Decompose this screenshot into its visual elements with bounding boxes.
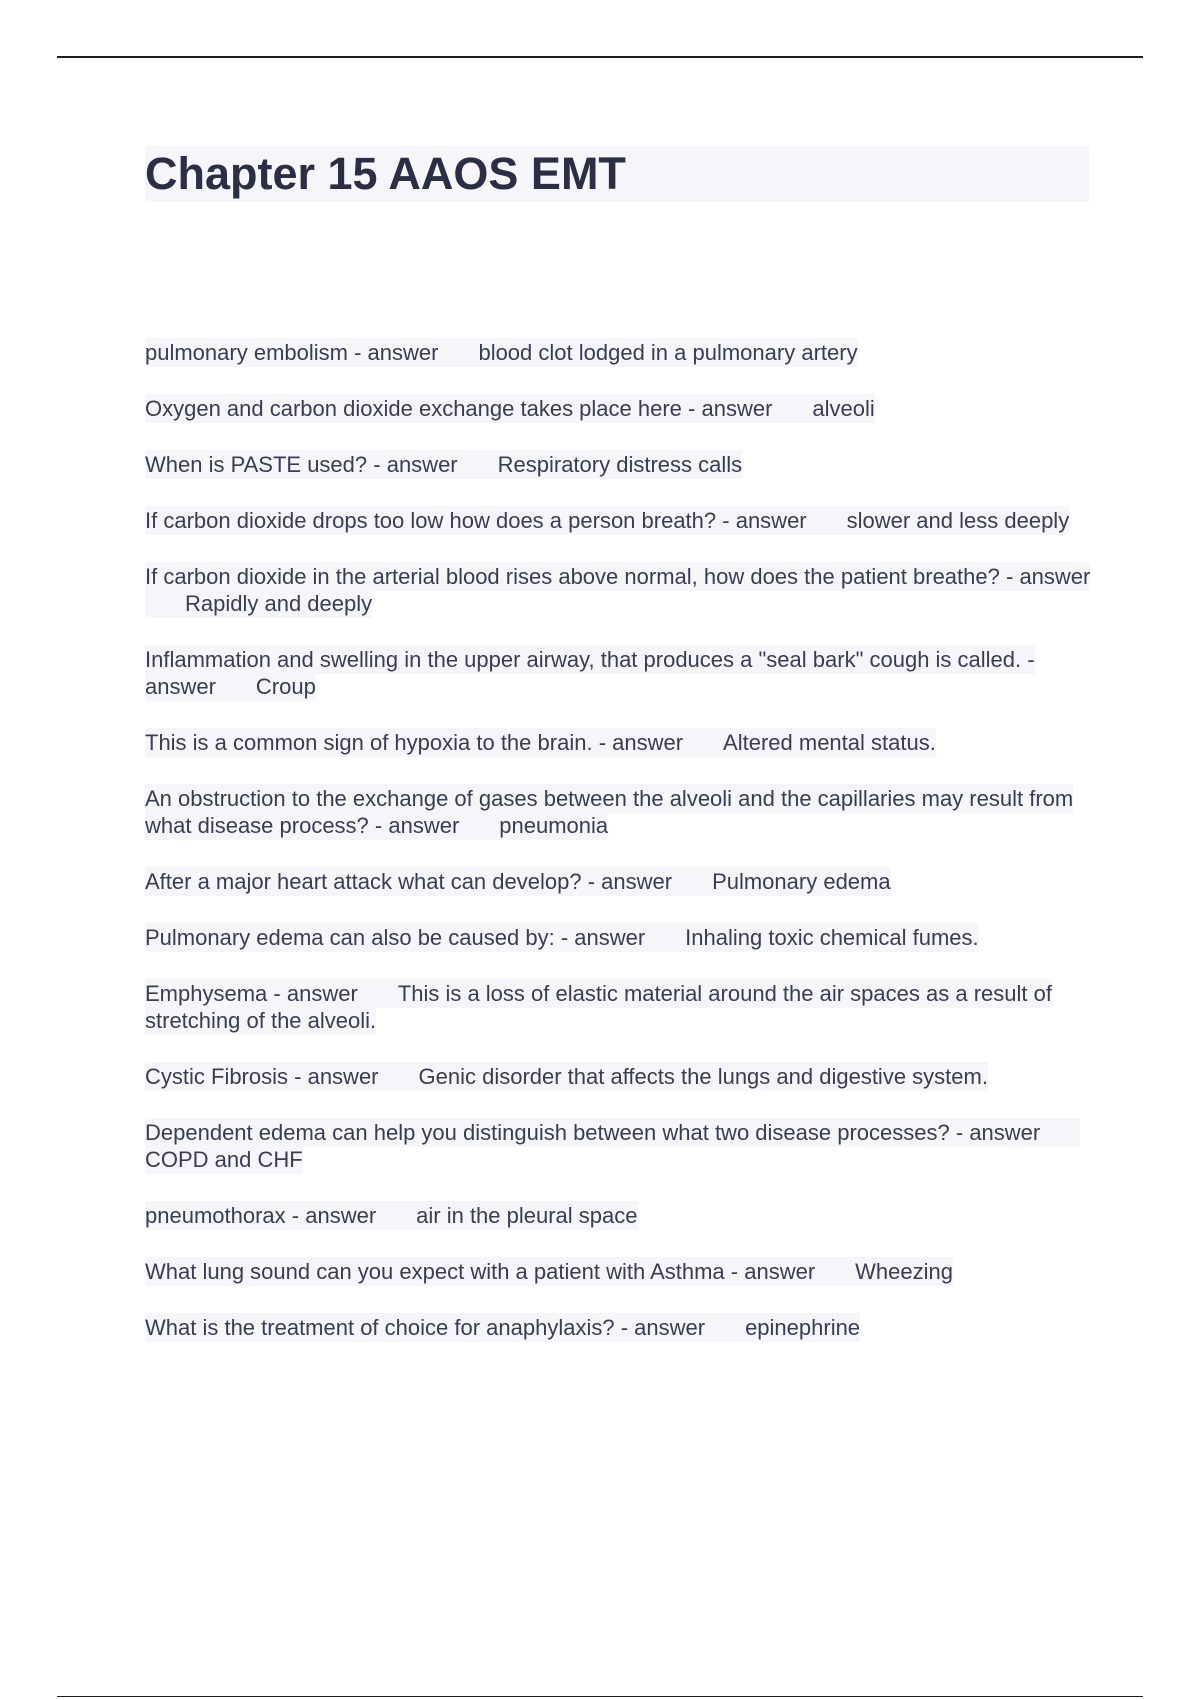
question-text: Cystic Fibrosis: [145, 1064, 289, 1089]
answer-text: pneumonia: [499, 813, 609, 838]
qa-item: [145, 980, 1095, 1034]
answer-separator: - answer: [273, 981, 358, 1006]
qa-line: [145, 645, 1035, 701]
qa-item: [145, 1314, 1095, 1341]
answer-text: Altered mental status.: [723, 730, 936, 755]
qa-line: [145, 1118, 1080, 1174]
question-text: Emphysema: [145, 981, 268, 1006]
top-rule: [57, 56, 1143, 58]
qa-line: [145, 923, 979, 952]
answer-text: Wheezing: [855, 1259, 953, 1284]
answer-text: Inhaling toxic chemical fumes.: [685, 925, 979, 950]
answer-text: Genic disorder that affects the lungs and digestive system.: [418, 1064, 988, 1089]
qa-item: [145, 785, 1095, 839]
qa-line: [145, 450, 742, 479]
qa-line: [145, 979, 1052, 1035]
question-text: Oxygen and carbon dioxide exchange takes place here: [145, 396, 682, 421]
qa-item: [145, 1063, 1095, 1090]
answer-text: Pulmonary edema: [712, 869, 891, 894]
qa-line: [145, 394, 875, 423]
question-text: pulmonary embolism: [145, 340, 348, 365]
answer-separator: - answer: [560, 925, 646, 950]
answer-text: slower and less deeply: [846, 508, 1070, 533]
qa-item: [145, 451, 1095, 478]
answer-separator: - answer: [294, 1064, 379, 1089]
qa-list: [145, 339, 1095, 1370]
answer-separator: - answer: [374, 813, 460, 838]
answer-text: Rapidly and deeply: [185, 591, 373, 616]
answer-separator: - answer: [354, 340, 439, 365]
answer-text: This is a loss of elastic material around the air spaces as a result of stretching of the alveoli.: [145, 981, 1052, 1033]
qa-item: [145, 563, 1095, 617]
answer-separator: - answer: [145, 647, 1035, 699]
qa-item: [145, 729, 1095, 756]
qa-line: [145, 867, 891, 896]
qa-line: [145, 1201, 638, 1230]
qa-line: [145, 1257, 953, 1286]
answer-text: Croup: [255, 674, 316, 699]
qa-line: [145, 338, 858, 367]
qa-item: [145, 1202, 1095, 1229]
qa-item: [145, 924, 1095, 951]
question-text: If carbon dioxide in the arterial blood rises above normal, how does the patient breathe?: [145, 564, 1000, 589]
question-text: When is PASTE used?: [145, 452, 368, 477]
question-text: What is the treatment of choice for anaphylaxis?: [145, 1315, 615, 1340]
qa-item: [145, 868, 1095, 895]
answer-text: epinephrine: [745, 1315, 861, 1340]
qa-item: [145, 646, 1095, 700]
answer-separator: - answer: [620, 1315, 706, 1340]
qa-line: [145, 506, 1069, 535]
qa-item: [145, 395, 1095, 422]
question-text: Pulmonary edema can also be caused by:: [145, 925, 555, 950]
question-text: This is a common sign of hypoxia to the brain.: [145, 730, 593, 755]
answer-separator: - answer: [1006, 564, 1091, 589]
answer-text: air in the pleural space: [416, 1203, 638, 1228]
question-text: What lung sound can you expect with a patient with Asthma: [145, 1259, 725, 1284]
answer-separator: - answer: [598, 730, 684, 755]
question-text: An obstruction to the exchange of gases between the alveoli and the capillaries may result from what disease process?: [145, 786, 1074, 838]
qa-line: [145, 784, 1073, 840]
page-title: Chapter 15 AAOS EMT: [145, 148, 626, 199]
bottom-rule: [57, 1696, 1143, 1697]
answer-separator: - answer: [587, 869, 673, 894]
answer-text: blood clot lodged in a pulmonary artery: [478, 340, 858, 365]
answer-text: alveoli: [812, 396, 875, 421]
answer-separator: - answer: [688, 396, 773, 421]
question-text: After a major heart attack what can develop?: [145, 869, 582, 894]
qa-line: [145, 562, 1090, 618]
answer-separator: - answer: [722, 508, 807, 533]
question-text: pneumothorax: [145, 1203, 286, 1228]
answer-separator: - answer: [955, 1120, 1041, 1145]
qa-line: [145, 1313, 860, 1342]
qa-item: [145, 339, 1095, 366]
qa-item: [145, 1119, 1095, 1173]
qa-line: [145, 1062, 988, 1091]
qa-line: [145, 728, 936, 757]
question-text: Dependent edema can help you distinguish between what two disease processes?: [145, 1120, 950, 1145]
qa-item: [145, 1258, 1095, 1285]
answer-separator: - answer: [291, 1203, 377, 1228]
answer-text: COPD and CHF: [145, 1147, 303, 1172]
answer-separator: - answer: [373, 452, 458, 477]
question-text: Inflammation and swelling in the upper airway, that produces a "seal bark" cough is called.: [145, 647, 1022, 672]
question-text: If carbon dioxide drops too low how does a person breath?: [145, 508, 717, 533]
answer-text: Respiratory distress calls: [497, 452, 743, 477]
title-banner: [145, 146, 1089, 202]
answer-separator: - answer: [730, 1259, 816, 1284]
qa-item: [145, 507, 1095, 534]
